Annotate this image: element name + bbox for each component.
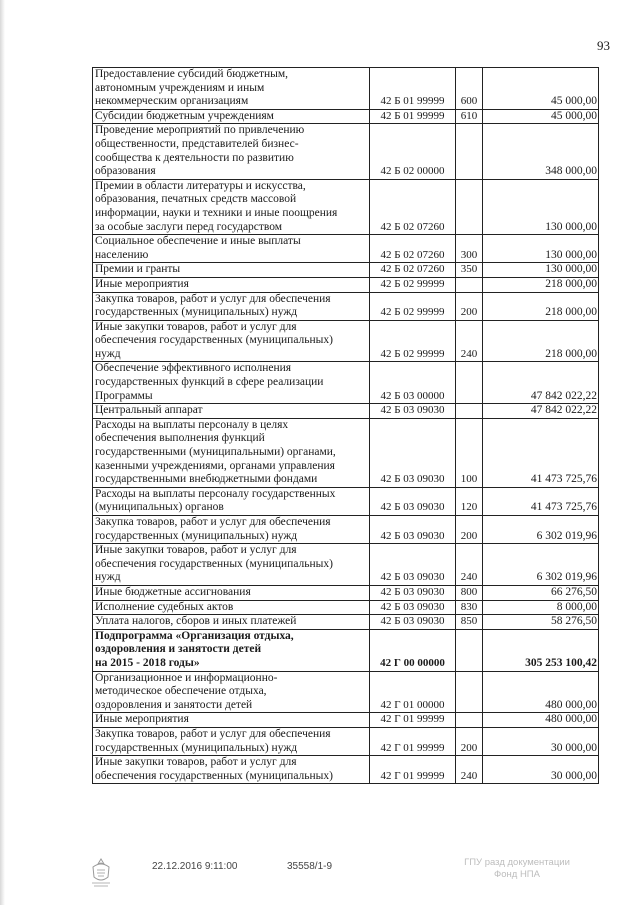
table-row	[93, 671, 599, 713]
table-row	[93, 124, 599, 179]
table-row	[93, 600, 599, 615]
row-amount-cell: 305 253 100,42	[483, 629, 599, 671]
row-expense-type-cell	[456, 277, 483, 292]
row-name-cell: Закупка товаров, работ и услуг для обеспечения государственных (муниципальных) нужд	[93, 516, 370, 544]
row-amount-cell: 47 842 022,22	[483, 404, 599, 419]
row-target-article-cell: 42 Б 03 09030	[370, 404, 456, 419]
row-expense-type-cell	[456, 713, 483, 728]
row-name-cell: Закупка товаров, работ и услуг для обеспечения государственных (муниципальных) нужд	[93, 727, 370, 755]
row-target-article-cell: 42 Б 03 09030	[370, 585, 456, 600]
table-row	[93, 418, 599, 487]
row-amount-cell: 47 842 022,22	[483, 362, 599, 404]
table-row	[93, 263, 599, 278]
row-target-article-cell: 42 Б 02 99999	[370, 292, 456, 320]
row-amount-cell: 41 473 725,76	[483, 418, 599, 487]
footer-doc-number: 35558/1-9	[287, 861, 333, 872]
page-footer	[0, 855, 640, 895]
row-name-cell: Иные закупки товаров, работ и услуг для обеспечения государственных (муниципальных) нужд	[93, 320, 370, 362]
row-expense-type-cell: 240	[456, 544, 483, 586]
row-name-cell: Организационное и информационно- методическое обеспечение отдыха, оздоровления и занятости детей	[93, 671, 370, 713]
row-target-article-cell: 42 Б 02 99999	[370, 320, 456, 362]
row-target-article-cell: 42 Б 03 09030	[370, 600, 456, 615]
row-expense-type-cell: 850	[456, 615, 483, 630]
table-row	[93, 362, 599, 404]
table-row	[93, 756, 599, 784]
row-expense-type-cell: 240	[456, 320, 483, 362]
table-row	[93, 277, 599, 292]
row-target-article-cell: 42 Г 01 00000	[370, 671, 456, 713]
budget-table	[92, 67, 599, 784]
table-row	[93, 487, 599, 515]
row-amount-cell: 130 000,00	[483, 263, 599, 278]
row-name-cell: Подпрограмма «Организация отдыха, оздоровления и занятости детей на 2015 - 2018 годы»	[93, 629, 370, 671]
row-target-article-cell: 42 Г 00 00000	[370, 629, 456, 671]
table-row	[93, 235, 599, 263]
row-target-article-cell: 42 Б 03 09030	[370, 615, 456, 630]
row-amount-cell: 218 000,00	[483, 277, 599, 292]
row-amount-cell: 45 000,00	[483, 68, 599, 110]
row-amount-cell: 348 000,00	[483, 124, 599, 179]
table-row	[93, 713, 599, 728]
table-row	[93, 585, 599, 600]
row-name-cell: Проведение мероприятий по привлечению общественности, представителей бизнес- сообщества к деятельности по развитию образования	[93, 124, 370, 179]
row-name-cell: Иные бюджетные ассигнования	[93, 585, 370, 600]
row-name-cell: Расходы на выплаты персоналу государственных (муниципальных) органов	[93, 487, 370, 515]
row-expense-type-cell: 800	[456, 585, 483, 600]
row-name-cell: Иные закупки товаров, работ и услуг для обеспечения государственных (муниципальных)	[93, 756, 370, 784]
row-name-cell: Предоставление субсидий бюджетным, автономным учреждениям и иным некоммерческим организациям	[93, 68, 370, 110]
row-expense-type-cell: 120	[456, 487, 483, 515]
row-amount-cell: 6 302 019,96	[483, 516, 599, 544]
row-expense-type-cell	[456, 179, 483, 234]
row-expense-type-cell: 100	[456, 418, 483, 487]
table-row	[93, 68, 599, 110]
row-expense-type-cell: 610	[456, 109, 483, 124]
row-name-cell: Закупка товаров, работ и услуг для обеспечения государственных (муниципальных) нужд	[93, 292, 370, 320]
table-row	[93, 629, 599, 671]
row-expense-type-cell: 240	[456, 756, 483, 784]
row-expense-type-cell	[456, 124, 483, 179]
row-target-article-cell: 42 Г 01 99999	[370, 713, 456, 728]
row-name-cell: Уплата налогов, сборов и иных платежей	[93, 615, 370, 630]
row-expense-type-cell: 830	[456, 600, 483, 615]
row-expense-type-cell: 600	[456, 68, 483, 110]
row-target-article-cell: 42 Б 03 09030	[370, 544, 456, 586]
row-name-cell: Премии в области литературы и искусства, образования, печатных средств массовой информации, науки и техники и иные поощрения за особые заслуги перед государством	[93, 179, 370, 234]
row-target-article-cell: 42 Б 02 99999	[370, 277, 456, 292]
row-amount-cell: 6 302 019,96	[483, 544, 599, 586]
budget-table-body	[93, 68, 599, 784]
table-row	[93, 292, 599, 320]
emblem-icon	[88, 857, 114, 889]
row-target-article-cell: 42 Б 01 99999	[370, 68, 456, 110]
row-target-article-cell: 42 Г 01 99999	[370, 756, 456, 784]
row-amount-cell: 30 000,00	[483, 727, 599, 755]
row-amount-cell: 218 000,00	[483, 292, 599, 320]
row-expense-type-cell	[456, 404, 483, 419]
row-name-cell: Субсидии бюджетным учреждениям	[93, 109, 370, 124]
table-row	[93, 727, 599, 755]
row-amount-cell: 480 000,00	[483, 713, 599, 728]
row-name-cell: Премии и гранты	[93, 263, 370, 278]
table-row	[93, 615, 599, 630]
table-row	[93, 109, 599, 124]
row-expense-type-cell: 350	[456, 263, 483, 278]
scan-left-edge	[0, 0, 5, 905]
row-name-cell: Иные мероприятия	[93, 713, 370, 728]
table-row	[93, 516, 599, 544]
row-expense-type-cell: 200	[456, 727, 483, 755]
row-target-article-cell: 42 Б 02 07260	[370, 263, 456, 278]
row-name-cell: Иные мероприятия	[93, 277, 370, 292]
row-name-cell: Обеспечение эффективного исполнения государственных функций в сфере реализации Программы	[93, 362, 370, 404]
row-target-article-cell: 42 Б 01 99999	[370, 109, 456, 124]
row-expense-type-cell	[456, 629, 483, 671]
page-number: 93	[597, 38, 610, 53]
row-amount-cell: 8 000,00	[483, 600, 599, 615]
row-amount-cell: 58 276,50	[483, 615, 599, 630]
row-expense-type-cell: 200	[456, 516, 483, 544]
row-amount-cell: 130 000,00	[483, 235, 599, 263]
row-expense-type-cell	[456, 671, 483, 713]
footer-timestamp: 22.12.2016 9:11:00	[152, 861, 238, 872]
row-name-cell: Центральный аппарат	[93, 404, 370, 419]
footer-watermark: ГПУ разд документации Фонд НПА	[464, 857, 570, 880]
row-name-cell: Исполнение судебных актов	[93, 600, 370, 615]
row-expense-type-cell	[456, 362, 483, 404]
row-amount-cell: 41 473 725,76	[483, 487, 599, 515]
row-amount-cell: 130 000,00	[483, 179, 599, 234]
row-amount-cell: 30 000,00	[483, 756, 599, 784]
row-amount-cell: 45 000,00	[483, 109, 599, 124]
row-target-article-cell: 42 Б 02 07260	[370, 235, 456, 263]
table-row	[93, 320, 599, 362]
row-name-cell: Расходы на выплаты персоналу в целях обеспечения выполнения функций государственными (муниципальными) органами, казенными учреждениями, органами управления государственными внебюджетными фондами	[93, 418, 370, 487]
table-row	[93, 544, 599, 586]
row-target-article-cell: 42 Б 03 09030	[370, 418, 456, 487]
row-name-cell: Иные закупки товаров, работ и услуг для обеспечения государственных (муниципальных) нужд	[93, 544, 370, 586]
row-amount-cell: 218 000,00	[483, 320, 599, 362]
row-expense-type-cell: 300	[456, 235, 483, 263]
row-expense-type-cell: 200	[456, 292, 483, 320]
row-target-article-cell: 42 Б 02 00000	[370, 124, 456, 179]
row-amount-cell: 480 000,00	[483, 671, 599, 713]
row-target-article-cell: 42 Г 01 99999	[370, 727, 456, 755]
row-name-cell: Социальное обеспечение и иные выплаты населению	[93, 235, 370, 263]
row-target-article-cell: 42 Б 02 07260	[370, 179, 456, 234]
row-target-article-cell: 42 Б 03 09030	[370, 516, 456, 544]
row-target-article-cell: 42 Б 03 09030	[370, 487, 456, 515]
row-amount-cell: 66 276,50	[483, 585, 599, 600]
table-row	[93, 404, 599, 419]
table-row	[93, 179, 599, 234]
row-target-article-cell: 42 Б 03 00000	[370, 362, 456, 404]
